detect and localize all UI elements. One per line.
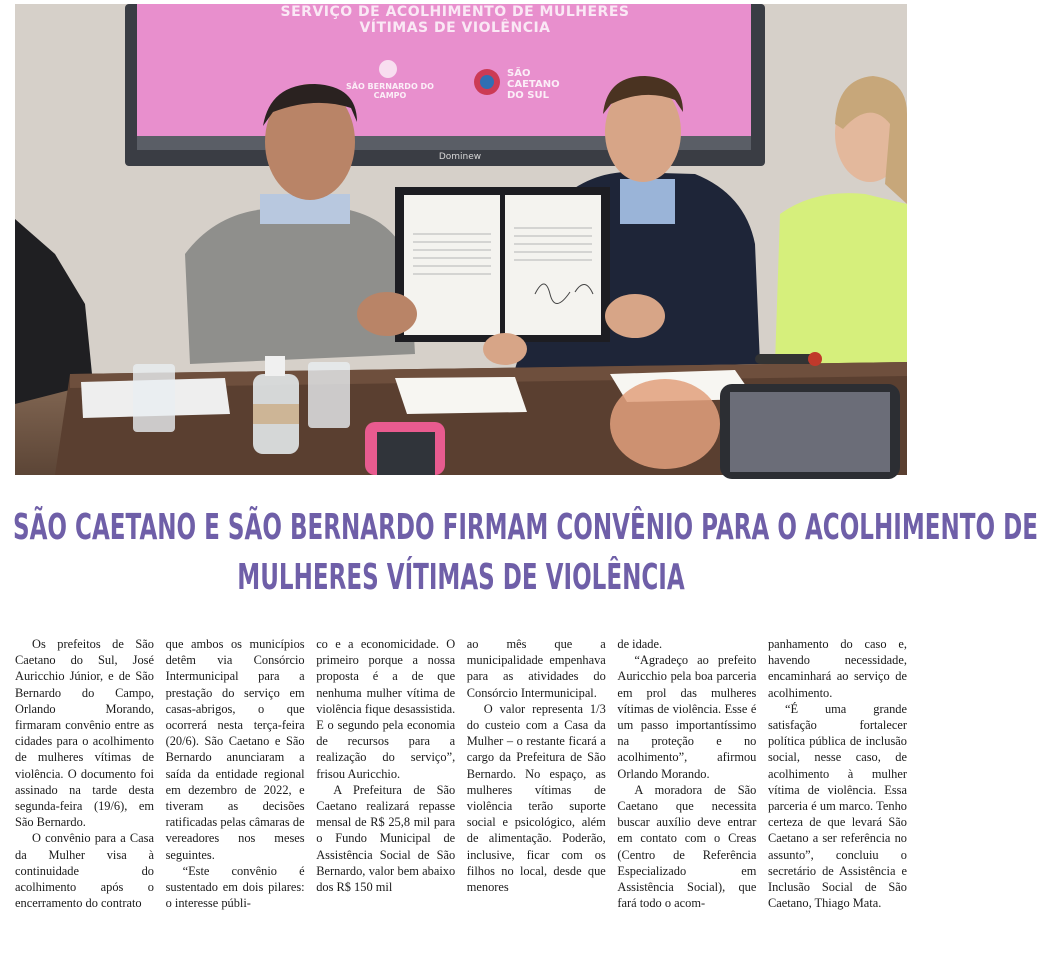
paragraph: “Agradeço ao prefeito Auricchio pela boa parceria em prol das mulheres vítimas de violência. Esse é um passo importantíssimo na proteção e no acolhimento”, afirmou Orlando Morando. (617, 653, 757, 781)
paragraph: A moradora de São Caetano que necessita buscar auxílio deve entrar em contato com o Creas (Centro de Referência Especializado em Assistência Social), que fará todo o acom- (617, 782, 757, 911)
paragraph: panhamento do caso e, havendo necessidade, encaminhará ao serviço de acolhimento. (767, 637, 907, 700)
tv-brand-label: Dominew (438, 152, 482, 162)
headline-line-2: MULHERES VÍTIMAS DE VIOLÊNCIA (237, 557, 685, 598)
screen-logo-sao-bernardo: SÃO BERNARDO DO CAMPO (346, 82, 434, 100)
article-column-3 (316, 636, 455, 966)
paragraph: O convênio para a Casa da Mulher visa à continuidade do acolhimento após o encerramento do contrato (15, 831, 154, 911)
screen-title-line-1: SERVIÇO DE ACOLHIMENTO DE MULHERES (280, 4, 630, 20)
headline-line-1: SÃO CAETANO E SÃO BERNARDO FIRMAM CONVÊNIO PARA O ACOLHIMENTO DE (13, 507, 1038, 548)
article-column-4 (467, 636, 606, 966)
article-column-5 (617, 636, 756, 966)
paragraph: A Prefeitura de São Caetano realizará repasse mensal de R$ 25,8 mil para o Fundo Municipal de Assistência Social de São Bernardo, valor bem abaixo dos R$ 150 mil (316, 782, 456, 895)
article-column-6 (768, 636, 907, 966)
screen-title (255, 4, 655, 36)
paragraph: “Este convênio é sustentado em dois pilares: o interesse públi- (165, 863, 305, 911)
paragraph: O valor representa 1/3 do custeio com a Casa da Mulher – o restante ficará a cargo da Prefeitura de São Bernardo. No espaço, as mulheres vítimas de violência terão suporte social e psicológico, além de alimentação. Poderão, inclusive, ficar com os filhos no local, desde que menores (466, 701, 606, 895)
article-photo (15, 4, 907, 475)
article-headline (13, 503, 1038, 603)
paragraph: de idade. (617, 637, 663, 651)
paragraph: co e a economicidade. O primeiro porque a nossa proposta é a de que nenhuma mulher vítima de violência fique desassistida. E o segundo pela economia de recursos para a realização do serviço”, frisou Auricchio. (316, 637, 456, 781)
article-column-1 (15, 636, 154, 966)
article-column-2 (166, 636, 305, 966)
photo-scene (15, 4, 907, 475)
screen-title-line-2: VÍTIMAS DE VIOLÊNCIA (359, 20, 551, 36)
paragraph: “É uma grande satisfação fortalecer política pública de inclusão social, nesse caso, de acolhimento à mulher vítima de violência. Essa parceria é um marco. Tenho certeza de que levará São Caetano a ser referência no assunto”, concluiu o secretário de Assistência e Inclusão Social de São Caetano, Thiago Mata. (767, 701, 907, 911)
paragraph: Os prefeitos de São Caetano do Sul, José Auricchio Júnior, e de São Bernardo do Campo, Orlando Morando, firmaram convênio entre as cidades para o acolhimento de mulheres vítimas de violência. O documento foi assinado na tarde desta segunda-feira (19/6), em São Bernardo. (15, 637, 154, 830)
article-body (15, 636, 907, 966)
screen-logo-sao-caetano: SÃO CAETANO DO SUL (507, 68, 560, 101)
paragraph: ao mês que a municipalidade empenhava para as atividades do Consórcio Intermunicipal. (466, 637, 606, 700)
paragraph: que ambos os municípios detêm via Consórcio Intermunicipal para a prestação do serviço em casas-abrigos, o que ocorrerá nesta terça-feira (20/6). São Caetano e São Bernardo anunciaram a saída da entidade regional em dezembro de 2022, e tiveram as decisões ratificadas pelas câmaras de vereadores nos meses seguintes. (165, 637, 305, 862)
